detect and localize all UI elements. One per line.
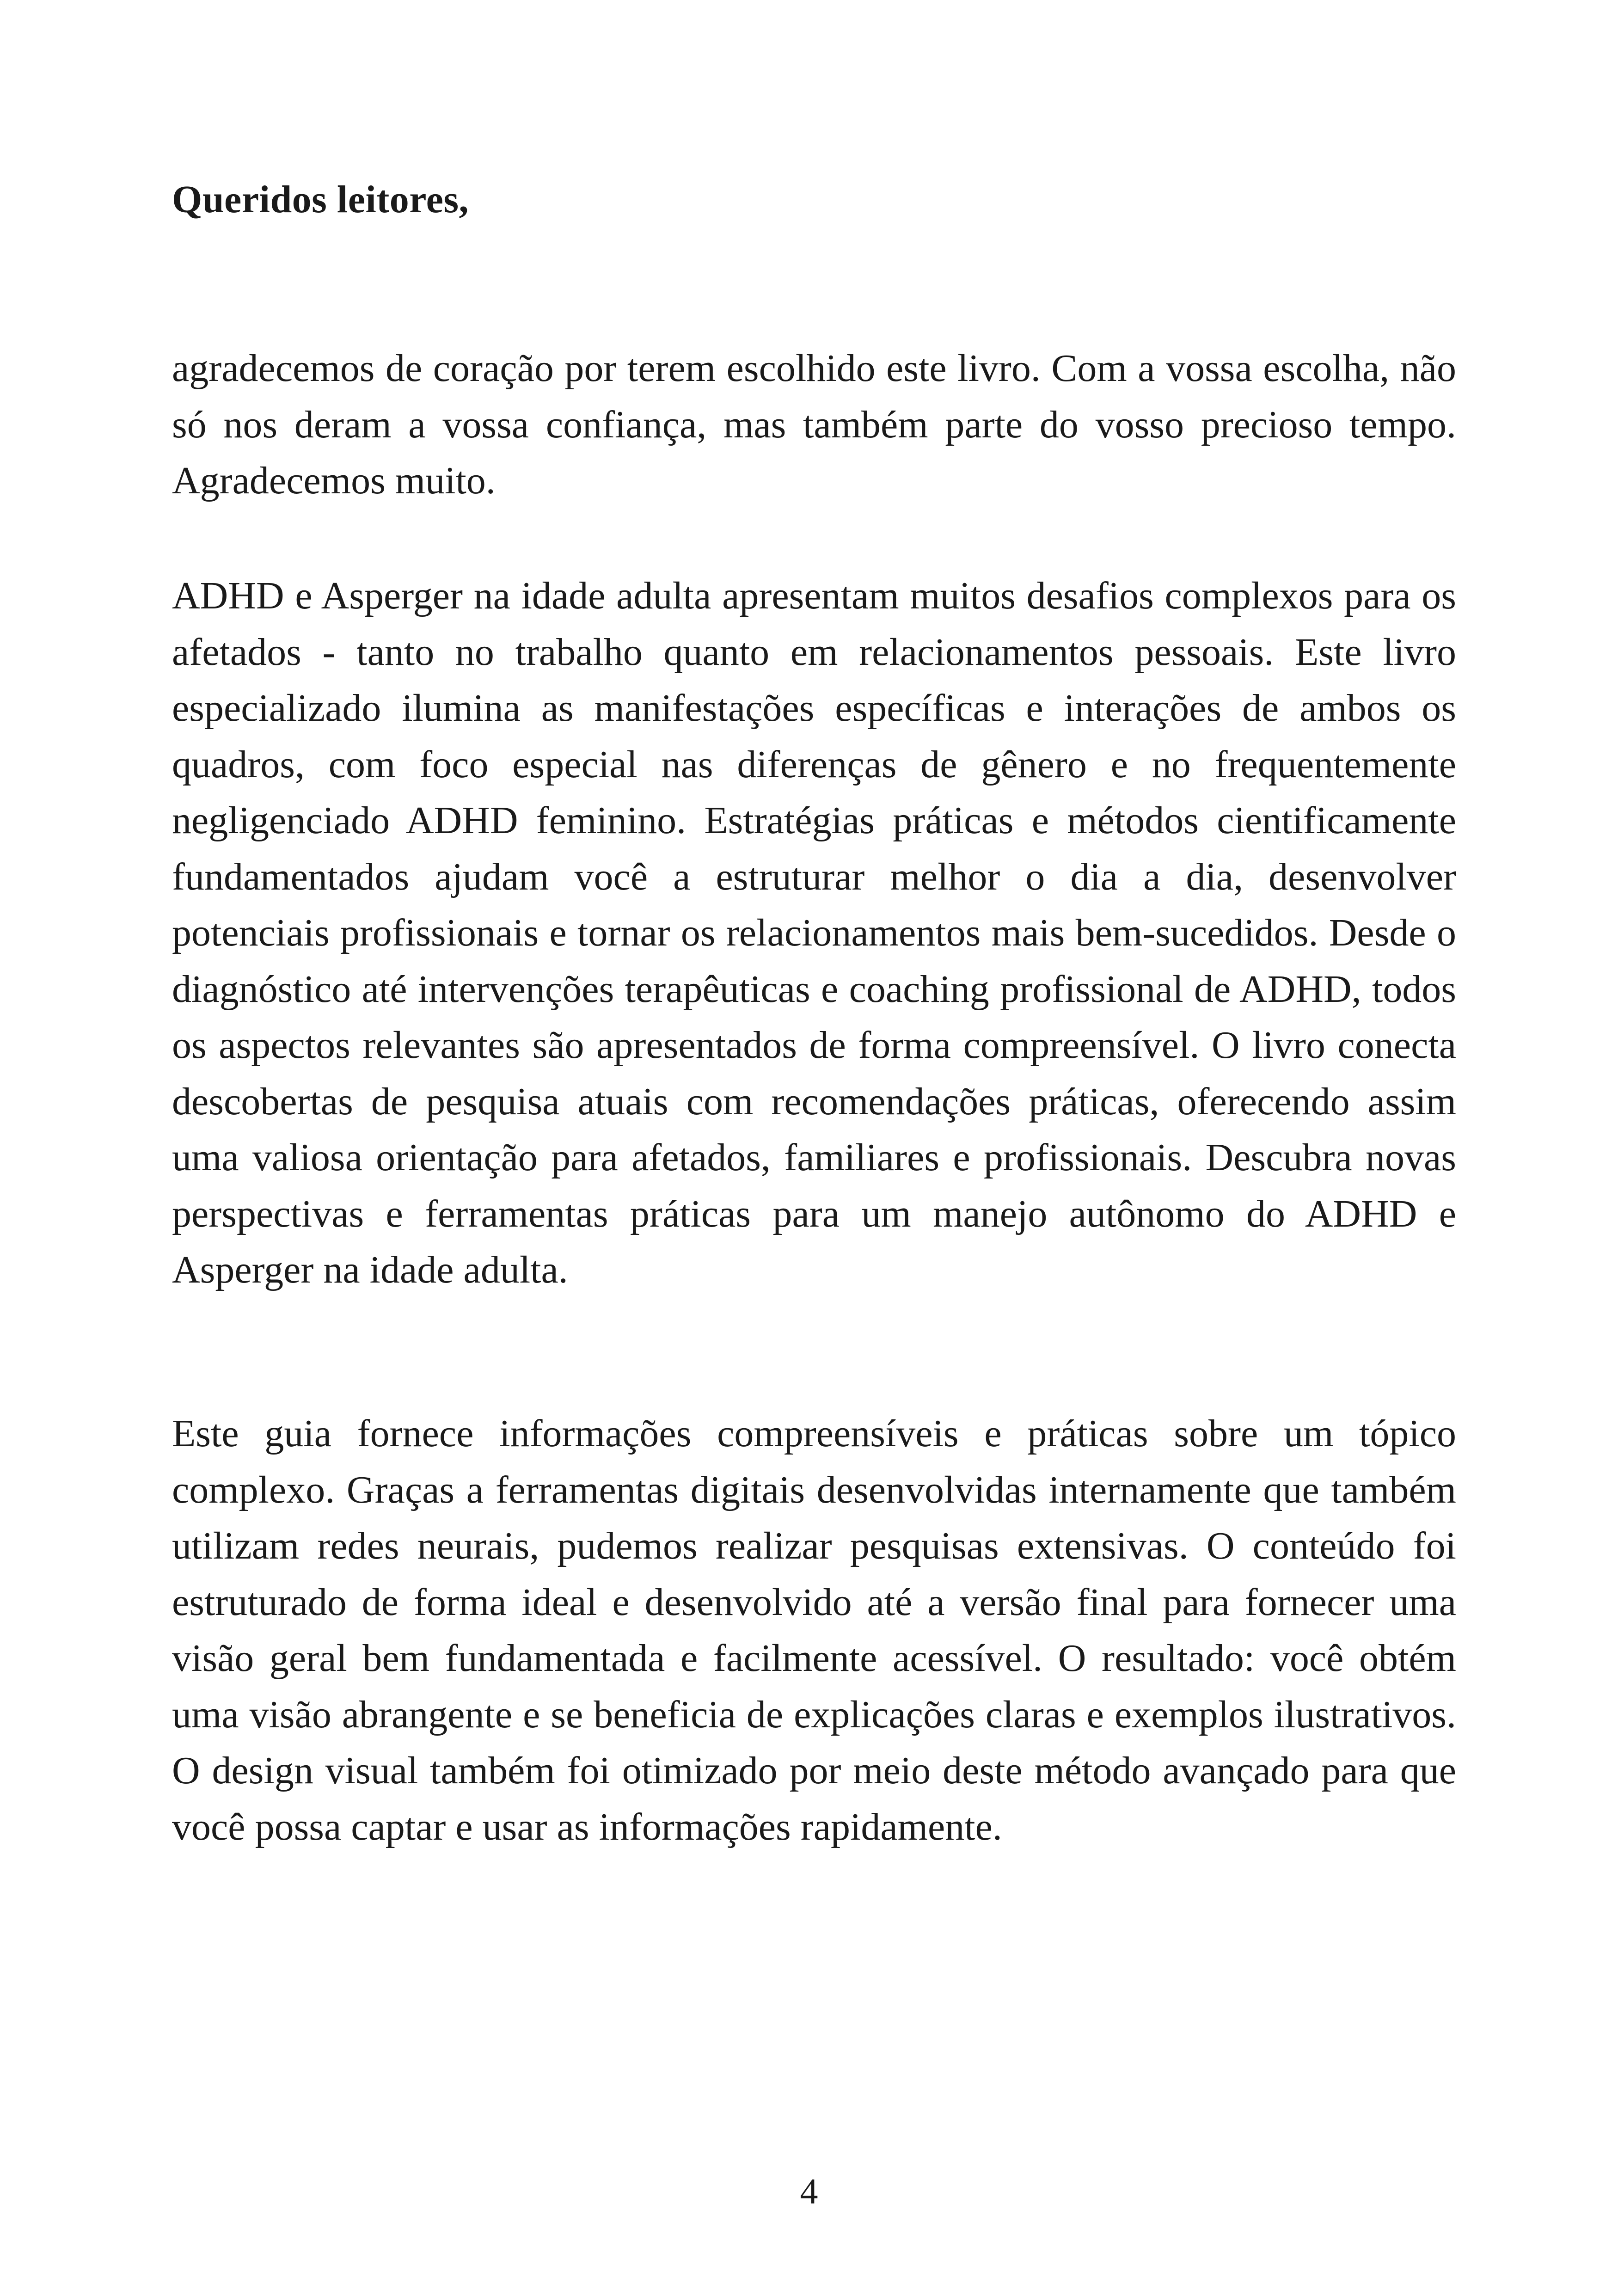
paragraph-book-description: ADHD e Asperger na idade adulta apresentam muitos desafios complexos para os afetados - tanto no trabalho quanto em relacionamentos pessoais. Este livro especializado ilumina as manifestações específicas e interações de ambos os quadros, com foco especial nas diferenças de gênero e no frequentemente negligenciado ADHD feminino. Estratégias práticas e métodos cientificamente fundamentados ajudam você a estruturar melhor o dia a dia, desenvolver potenciais profissionais e tornar os relacionamentos mais bem-sucedidos. Desde o diagnóstico até intervenções terapêuticas e coaching profissional de ADHD, todos os aspectos relevantes são apresentados de forma compreensível. O livro conecta descobertas de pesquisa atuais com recomendações práticas, oferecendo assim uma valiosa orientação para afetados, familiares e profissionais. Descubra novas perspectivas e ferramentas práticas para um manejo autônomo do ADHD e Asperger na idade adulta. <box>172 574 1456 1291</box>
greeting-heading: Queridos leitores, <box>172 178 469 221</box>
paragraph-thanks: agradecemos de coração por terem escolhido este livro. Com a vossa escolha, não só nos deram a vossa confiança, mas também parte do vosso precioso tempo. Agradecemos muito. <box>172 347 1456 502</box>
page-number: 4 <box>800 2171 818 2211</box>
paragraph-guide-info: Este guia fornece informações compreensíveis e práticas sobre um tópico complexo. Graças a ferramentas digitais desenvolvidas internamente que também utilizam redes neurais, pudemos realizar pesquisas extensivas. O conteúdo foi estruturado de forma ideal e desenvolvido até a versão final para fornecer uma visão geral bem fundamentada e facilmente acessível. O resultado: você obtém uma visão abrangente e se beneficia de explicações claras e exemplos ilustrativos. O design visual também foi otimizado por meio deste método avançado para que você possa captar e usar as informações rapidamente. <box>172 1412 1456 1848</box>
